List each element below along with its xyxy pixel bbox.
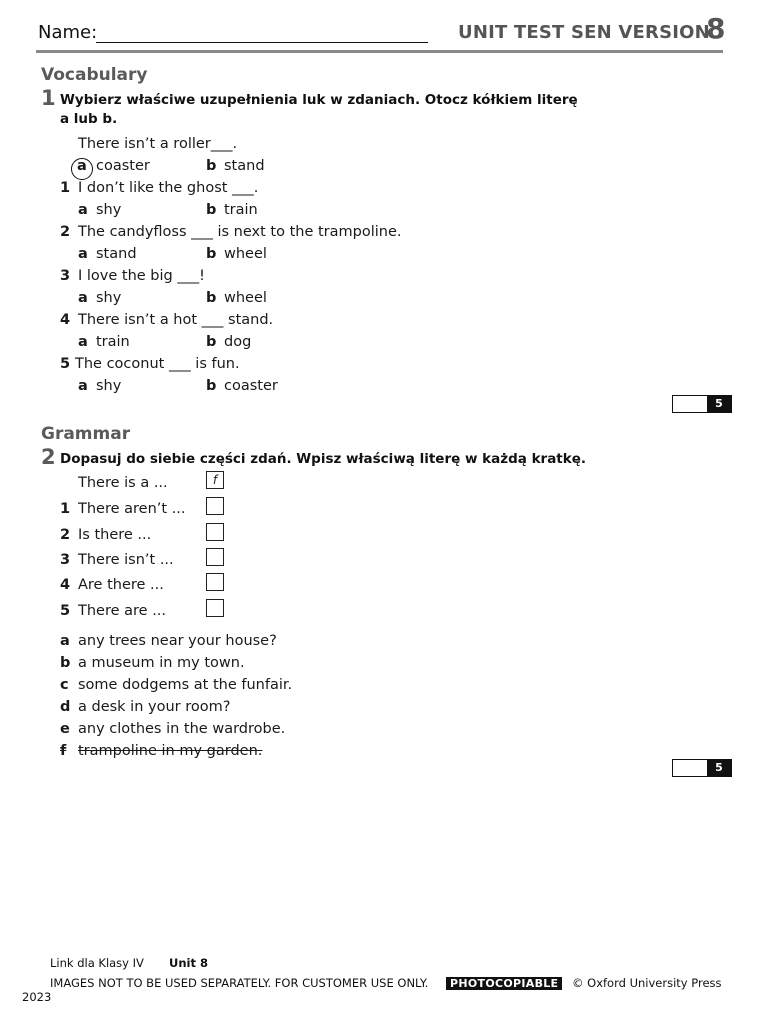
answer-box[interactable] [206,548,224,566]
option-a-label[interactable]: a [78,334,88,350]
option-b-label[interactable]: b [206,202,217,218]
footer-unit: Unit 8 [169,956,208,970]
vocab-item-sentence: The coconut ___ is fun. [75,356,240,372]
vocab-item-sentence: I love the big ___! [78,268,205,284]
option-b-label[interactable]: b [206,246,217,262]
option-a-text[interactable]: shy [96,290,122,306]
exercise-1-instruction-line2: a lub b. [60,111,118,127]
option-b-label[interactable]: b [206,378,217,394]
vocabulary-score-box [672,395,732,413]
vocab-item-number: 3 [60,268,71,284]
vocab-item-number: 4 [60,312,71,328]
exercise-1-number: 1 [41,86,56,110]
option-b-label[interactable]: b [206,334,217,350]
option-b-text[interactable]: wheel [224,290,267,306]
grammar-heading: Grammar [41,424,131,444]
option-a-label[interactable]: a [78,378,88,394]
answer-box[interactable] [206,523,224,541]
photocopiable-badge [446,976,562,990]
exercise-1-instruction-line1: Wybierz właściwe uzupełnienia luk w zdaniach. Otocz kółkiem literę [60,92,578,108]
name-write-line [96,42,428,43]
score-blank-field[interactable] [673,760,707,776]
vocabulary-heading: Vocabulary [41,65,148,85]
grammar-item-text: Are there ... [78,577,164,593]
footer-course: Link dla Klasy IV [50,956,144,970]
vocab-item-number: 2 [60,224,71,240]
answer-box[interactable] [206,599,224,617]
exercise-2-instruction: Dopasuj do siebie części zdań. Wpisz właściwą literę w każdą kratkę. [60,451,587,467]
option-letter: a [60,633,70,649]
example-option-a-text: coaster [96,158,150,174]
grammar-item-number: 2 [60,527,71,543]
option-letter-used: f [60,743,67,759]
option-b-text[interactable]: wheel [224,246,267,262]
grammar-example-text: There is a ... [78,475,168,491]
vocab-item-sentence: The candyfloss ___ is next to the trampoline. [78,224,402,240]
option-letter: d [60,699,71,715]
option-a-label[interactable]: a [78,202,88,218]
grammar-item-number: 1 [60,501,71,517]
option-text-used: trampoline in my garden. [78,743,263,759]
option-b-text[interactable]: train [224,202,258,218]
photocopiable-label: PHOTOCOPIABLE [446,977,562,990]
option-text: any trees near your house? [78,633,277,649]
example-option-a-label: a [77,158,87,174]
option-text: some dodgems at the funfair. [78,677,293,693]
option-a-label[interactable]: a [78,290,88,306]
answer-box[interactable] [206,573,224,591]
option-a-text[interactable]: shy [96,202,122,218]
example-sentence: There isn’t a roller___. [78,136,238,152]
answer-box[interactable] [206,497,224,515]
option-b-label[interactable]: b [206,290,217,306]
grammar-item-text: There isn’t ... [78,552,174,568]
footer-copyright: © Oxford University Press [572,976,722,990]
grammar-item-number: 3 [60,552,71,568]
option-b-text[interactable]: coaster [224,378,278,394]
option-a-text[interactable]: stand [96,246,137,262]
grammar-item-text: There aren’t ... [78,501,186,517]
example-answer-letter: f [212,473,218,487]
grammar-item-text: Is there ... [78,527,152,543]
option-text: any clothes in the wardrobe. [78,721,286,737]
option-a-text[interactable]: shy [96,378,122,394]
grammar-item-text: There are ... [78,603,167,619]
score-blank-field[interactable] [673,396,707,412]
exercise-2-number: 2 [41,445,56,469]
grammar-score-box [672,759,732,777]
option-letter: b [60,655,71,671]
score-max: 5 [707,396,731,412]
option-text: a desk in your room? [78,699,231,715]
grammar-item-number: 5 [60,603,71,619]
footer-notice: IMAGES NOT TO BE USED SEPARATELY. FOR CUSTOMER USE ONLY. [50,976,429,990]
example-option-b-text: stand [224,158,265,174]
answer-box-example [206,471,224,489]
option-b-text[interactable]: dog [224,334,252,350]
vocab-item-number: 5 [60,356,71,372]
name-label: Name: [38,22,98,43]
vocab-item-sentence: I don’t like the ghost ___. [78,180,259,196]
score-max: 5 [707,760,731,776]
unit-test-title: UNIT TEST SEN VERSION [458,22,710,43]
grammar-item-number: 4 [60,577,71,593]
vocab-item-sentence: There isn’t a hot ___ stand. [78,312,274,328]
vocab-item-number: 1 [60,180,71,196]
footer-year: 2023 [22,990,52,1004]
option-a-text[interactable]: train [96,334,130,350]
option-letter: c [60,677,69,693]
option-letter: e [60,721,70,737]
header-divider [36,50,723,53]
example-option-b-label: b [206,158,217,174]
option-text: a museum in my town. [78,655,245,671]
unit-number: 8 [706,12,726,45]
option-a-label[interactable]: a [78,246,88,262]
